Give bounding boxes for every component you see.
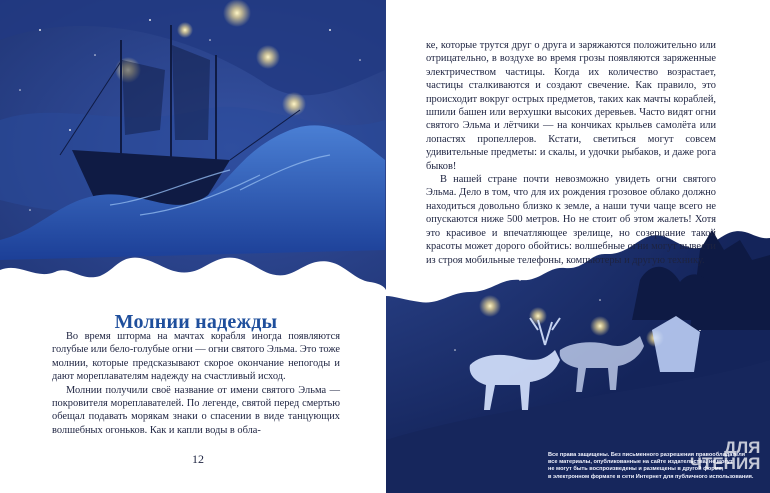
copyright-line: не могут быть воспроизведены и размещены в другой форме, <box>548 466 724 473</box>
watermark-line: ЧТЕНИЯ <box>690 454 761 473</box>
paragraph: Молнии получили своё название от имени святого Эльма — покровителя мореплавателей. По легенде, святой перед смертью обещал подавать морякам знаки о спасении в виде танцующих волшебных огоньков. Как и капли воды в обла- <box>52 384 340 436</box>
page-number: 12 <box>192 452 204 466</box>
right-page-body <box>426 39 716 267</box>
copyright-line: все материалы, опубликованные на сайте издательства, не могут <box>548 459 733 466</box>
paragraph: В нашей стране почти невозможно увидеть огни святого Эльма. Дело в том, что для их рождения грозовое облако должно находиться довольно близко к земле, а наши тучи чаще всего не опускаются ниже 500 метров. Но не стоит об этом жалеть! Хотя это красивое и впечатляющее зрелище, но созерцание такой красоты может дорого обойтись: волшебные огни могут вывести из строя мобильные телефоны, компьютеры и другую технику. <box>426 174 716 266</box>
copyright-line: в электронном формате в сети Интернет для публичного использования. <box>548 473 754 480</box>
watermark <box>690 440 760 472</box>
left-page-body <box>52 330 340 437</box>
copyright-line: Все права защищены. Без письменного разрешения правообладателя <box>548 452 746 458</box>
paragraph: ке, которые трутся друг о друга и заряжаются положительно или отрицательно, в воздухе во время грозы появляются заряженные электричеством частицы. Когда их количество возрастает, частицы сталкиваются и создают свечение. Как правило, это происходит вокруг острых предметов, таких как мачты кораблей, шпили башен или верхушки высоких деревьев. Часто видят огни святого Эльма и лётчики — на кончиках крыльев самолёта или лопастях пропеллеров. Кстати, светиться могут совсем удивительные предметы: и скалы, и удочки рыбаков, и даже рога быков! <box>426 40 716 172</box>
paragraph: Во время шторма на мачтах корабля иногда появляются голубые или бело-голубые огни — огни святого Эльма. Это тоже молнии, которые предсказывают скорое окончание непогоды и дают мореплавателям надежду на счастливый исход. <box>52 331 340 383</box>
watermark-line: ДЛЯ <box>724 438 761 457</box>
section-heading: Молнии надежды <box>114 311 278 334</box>
